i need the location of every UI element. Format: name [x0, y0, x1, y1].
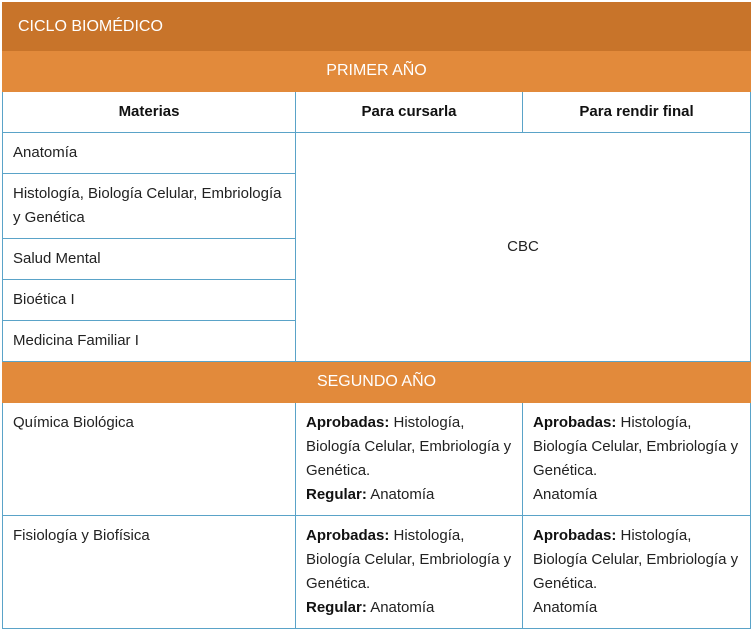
table-title: CICLO BIOMÉDICO — [3, 3, 751, 51]
header-para-rendir-final: Para rendir final — [523, 92, 751, 133]
rendir-cell — [523, 403, 751, 516]
table-row — [3, 516, 751, 629]
primer-ano-row — [3, 51, 751, 92]
subject-anatomia: Anatomía — [3, 133, 296, 174]
subject-fisiologia-biofisica: Fisiología y Biofísica — [3, 516, 296, 629]
header-para-cursarla: Para cursarla — [296, 92, 523, 133]
aprobadas-text: Histología, Biología Celular, Embriología y Genética. — [533, 414, 739, 479]
ciclo-biomedico-table-wrapper — [2, 2, 750, 629]
aprobadas-label: Aprobadas: — [533, 414, 617, 431]
segundo-ano-row — [3, 362, 751, 403]
rendir-cell — [523, 516, 751, 629]
subject-salud-mental: Salud Mental — [3, 239, 296, 280]
table-row — [3, 133, 751, 174]
regular-label: Regular: — [306, 599, 367, 616]
table-row — [3, 403, 751, 516]
primer-ano-heading: PRIMER AÑO — [3, 51, 751, 92]
ciclo-biomedico-table — [2, 2, 751, 629]
aprobadas-label: Aprobadas: — [306, 527, 390, 544]
extra-text: Anatomía — [533, 599, 598, 616]
aprobadas-label: Aprobadas: — [306, 414, 390, 431]
subject-quimica-biologica: Química Biológica — [3, 403, 296, 516]
regular-text: Anatomía — [370, 599, 435, 616]
cursarla-cell — [296, 403, 523, 516]
aprobadas-text: Histología, Biología Celular, Embriología y Genética. — [306, 414, 512, 479]
header-materias: Materias — [3, 92, 296, 133]
requirement-cbc: CBC — [296, 133, 751, 362]
extra-text: Anatomía — [533, 486, 598, 503]
regular-label: Regular: — [306, 486, 367, 503]
aprobadas-text: Histología, Biología Celular, Embriología y Genética. — [306, 527, 512, 592]
regular-line — [306, 483, 512, 507]
column-header-row — [3, 92, 751, 133]
subject-bioetica: Bioética I — [3, 280, 296, 321]
regular-line — [306, 596, 512, 620]
segundo-ano-heading: SEGUNDO AÑO — [3, 362, 751, 403]
regular-text: Anatomía — [370, 486, 435, 503]
cursarla-cell — [296, 516, 523, 629]
aprobadas-label: Aprobadas: — [533, 527, 617, 544]
subject-histologia: Histología, Biología Celular, Embriología y Genética — [3, 174, 296, 239]
aprobadas-text: Histología, Biología Celular, Embriología y Genética. — [533, 527, 739, 592]
subject-medicina-familiar: Medicina Familiar I — [3, 321, 296, 362]
title-row — [3, 3, 751, 51]
